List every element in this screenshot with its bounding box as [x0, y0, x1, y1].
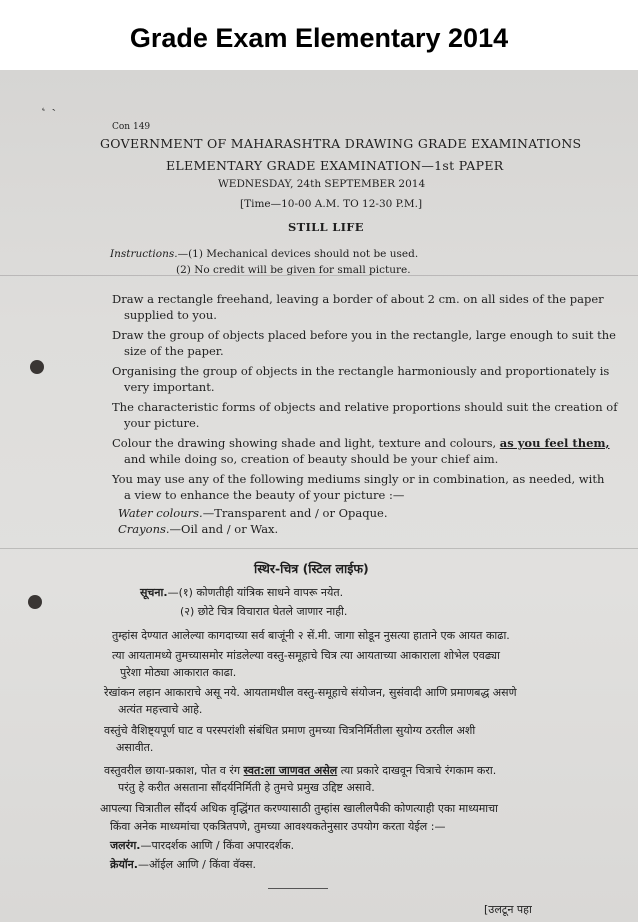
emphasis-text: as you feel them, [499, 436, 610, 450]
para-line: The characteristic forms of objects and relative proportions should suit the creation of [112, 400, 618, 414]
marathi-text: त्या प्रकारे दाखवून चित्राचे रंगकाम करा. [340, 764, 497, 777]
suchana-label: सूचना. [140, 586, 168, 599]
marathi-line: आपल्या चित्रातील सौंदर्य अधिक वृद्धिंगत करण्यासाठी तुम्हांस खालीलपैकी कोणत्याही एका माध्यमाचा [100, 802, 498, 815]
exam-date: WEDNESDAY, 24th SEPTEMBER 2014 [218, 178, 426, 190]
end-rule [268, 888, 328, 889]
exam-subject: STILL LIFE [288, 220, 364, 234]
para-text: Colour the drawing showing shade and light, texture and colours, [112, 436, 497, 450]
marathi-line [104, 763, 496, 778]
marathi-line: किंवा अनेक माध्यमांचा एकत्रितपणे, तुमच्या आवश्यकतेनुसार उपयोग करता येईल :— [110, 820, 446, 833]
medium-text: —पारदर्शक आणि / किंवा अपारदर्शक. [140, 839, 295, 852]
marathi-line: पुरेशा मोठ्या आकारात काढा. [120, 666, 237, 679]
marathi-text: वस्तुवरील छाया-प्रकाश, पोत व रंग [104, 764, 241, 777]
para-line: your picture. [124, 416, 200, 430]
marathi-title: स्थिर-चित्र (स्टिल लाईफ) [254, 561, 369, 576]
medium-water [118, 506, 388, 520]
paper-fold [0, 548, 638, 549]
marathi-line: रेखांकन लहान आकाराचे असू नये. आयतामधील वस्तु-समूहाचे संयोजन, सुसंवादी आणि प्रमाणबद्ध असणे [104, 686, 517, 699]
medium-label: जलरंग. [110, 839, 141, 852]
marathi-line: असावीत. [116, 741, 154, 754]
para-line: You may use any of the following mediums singly or in combination, as needed, with [112, 472, 605, 486]
marathi-suchana-2: (२) छोटे चित्र विचारात घेतले जाणार नाही. [180, 605, 348, 618]
instruction-1 [110, 248, 418, 260]
medium-label: क्रेयॉन. [110, 858, 138, 871]
para-line: and while doing so, creation of beauty should be your chief aim. [124, 452, 499, 466]
exam-time: [Time—10-00 A.M. TO 12-30 P.M.] [240, 198, 423, 210]
page-title: Grade Exam Elementary 2014 [129, 23, 509, 53]
para-line: supplied to you. [124, 308, 217, 322]
marathi-line: वस्तुंचे वैशिष्ट्यपूर्ण घाट व परस्परांशी संबंधित प्रमाण तुमच्या चित्रनिर्मितीला सुयोग्य ठरतील अशी [104, 724, 476, 737]
turn-over-note: [उलटून पहा [484, 903, 532, 916]
medium-crayon [118, 522, 278, 536]
marathi-line: परंतु हे करीत असताना सौंदर्यनिर्मिती हे तुमचे प्रमुख उद्दिष्ट असावे. [118, 781, 375, 794]
punch-hole [30, 360, 44, 374]
para-line: Draw the group of objects placed before you in the rectangle, large enough to suit the [112, 328, 616, 342]
para-line [112, 436, 610, 450]
medium-label: Water colours. [118, 506, 203, 520]
header-line-1: GOVERNMENT OF MAHARASHTRA DRAWING GRADE EXAMINATIONS [100, 136, 582, 151]
medium-label: Crayons. [118, 522, 170, 536]
para-line: Organising the group of objects in the rectangle harmoniously and proportionately is [112, 364, 610, 378]
suchana-text: —(१) कोणतीही यांत्रिक साधने वापरू नयेत. [167, 586, 344, 599]
marathi-medium-crayon [110, 857, 256, 872]
para-line: size of the paper. [124, 344, 224, 358]
marathi-line: त्या आयतामध्ये तुमच्यासमोर मांडलेल्या वस्तु-समूहाचे चित्र त्या आयताच्या आकाराला शोभेल एवढ्या [112, 649, 500, 662]
marathi-line: तुम्हांस देण्यात आलेल्या कागदाच्या सर्व बाजूंनी २ सें.मी. जागा सोडून नुसत्या हाताने एक आयत काढा. [112, 629, 510, 642]
header-line-2: ELEMENTARY GRADE EXAMINATION—1st PAPER [166, 158, 504, 173]
paper-code: Con 149 [112, 122, 151, 132]
para-line: very important. [124, 380, 215, 394]
marathi-suchana-1 [140, 585, 343, 600]
marathi-line: अत्यंत महत्त्वाचे आहे. [118, 703, 203, 716]
medium-text: —ऑईल आणि / किंवा वॅक्स. [137, 858, 257, 871]
instructions-label: Instructions. [110, 248, 178, 260]
medium-text: —Transparent and / or Opaque. [202, 506, 388, 520]
punch-hole [28, 595, 42, 609]
emphasis-text: स्वत:ला जाणवत असेल [243, 764, 338, 777]
instruction-1-text: —(1) Mechanical devices should not be used. [177, 248, 419, 260]
medium-text: —Oil and / or Wax. [169, 522, 279, 536]
exam-paper [0, 70, 638, 922]
marathi-medium-water [110, 838, 294, 853]
instruction-2: (2) No credit will be given for small picture. [176, 264, 411, 276]
para-line: Draw a rectangle freehand, leaving a border of about 2 cm. on all sides of the paper [112, 292, 604, 306]
para-line: a view to enhance the beauty of your picture :— [124, 488, 405, 502]
pen-mark: ˛ ˏ [40, 96, 57, 112]
